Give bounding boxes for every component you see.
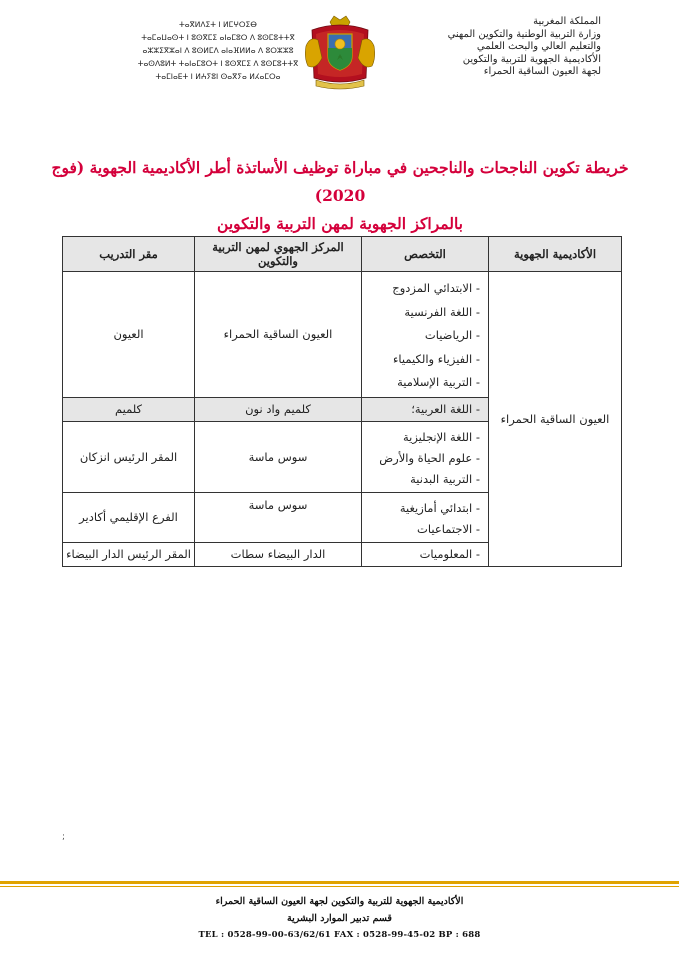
site-cell: العيون bbox=[63, 272, 195, 398]
tifinagh-line: ⵜⴰⵎⵏⴰⴹⵜ ⵏ ⵍⵄⵢⵓⵏ ⵙⴰⴳⵢⴰ ⵍⵃⴰⵎⵔⴰ bbox=[155, 72, 281, 81]
title-line-2: بالمراكز الجهوية لمهن التربية والتكوين bbox=[217, 214, 463, 233]
specialty-cell bbox=[362, 542, 489, 566]
specialty-item: - الرياضيات bbox=[424, 328, 480, 342]
specialty-item: - المعلوميات bbox=[419, 546, 480, 561]
tifinagh-header bbox=[118, 18, 318, 83]
footer-rule-thin bbox=[0, 886, 679, 887]
title-line-1: خريطة تكوين الناجحات والناجحين في مباراة توظيف الأساتذة أطر الأكاديمية الجهوية (فوج 2020) bbox=[51, 158, 629, 205]
specialty-item: - الفيزياء والكيمياء bbox=[392, 351, 480, 366]
arabic-header-line: المملكة المغربية bbox=[533, 16, 601, 27]
specialty-item: - التربية الإسلامية bbox=[397, 375, 480, 389]
specialty-item: - التربية البدنية bbox=[410, 471, 480, 486]
header-academy: الأكاديمية الجهوية bbox=[489, 237, 622, 272]
site-cell: كلميم bbox=[63, 397, 195, 421]
center-cell: كلميم واد نون bbox=[195, 397, 362, 421]
site-cell: الفرع الإقليمي أكادير bbox=[63, 492, 195, 542]
specialty-item: - الاجتماعيات bbox=[417, 521, 480, 536]
footer-academy: الأكاديمية الجهوية للتربية والتكوين لجهة العيون الساقية الحمراء bbox=[215, 896, 464, 907]
table-header-row bbox=[63, 237, 622, 272]
specialty-item: - اللغة العربية؛ bbox=[411, 401, 480, 416]
header-center: المركز الجهوي لمهن التربية والتكوين bbox=[195, 237, 362, 272]
center-cell: سوس ماسة bbox=[195, 492, 362, 542]
table-row bbox=[63, 272, 622, 398]
specialty-item: - اللغة الإنجليزية bbox=[402, 429, 480, 444]
site-cell: المقر الرئيس الدار البيضاء bbox=[63, 542, 195, 566]
arabic-header bbox=[371, 16, 601, 79]
header-specialty: التخصص bbox=[362, 237, 489, 272]
specialty-item: - اللغة الفرنسية bbox=[404, 304, 480, 319]
footer-rule bbox=[0, 881, 679, 884]
center-cell: الدار البيضاء سطات bbox=[195, 542, 362, 566]
tifinagh-line: ⵜⴰⴳⵍⴷⵉⵜ ⵏ ⵍⵎⵖⵔⵉⴱ bbox=[179, 20, 257, 29]
arabic-header-line: لجهة العيون الساقية الحمراء bbox=[483, 66, 601, 77]
footer-division: قسم تدبير الموارد البشرية bbox=[287, 913, 392, 924]
academy-cell: العيون الساقية الحمراء bbox=[489, 272, 622, 567]
site-cell: المقر الرئيس انزكان bbox=[63, 421, 195, 492]
tifinagh-line: ⴰⵣⵣⵉⴳⵣⴰⵏ ⴷ ⵓⵙⵍⵎⴷ ⴰⵏⴰⴼⵍⵍⴰ ⴷ ⵓⵔⵣⵣⵓ bbox=[142, 46, 294, 55]
specialty-item: - علوم الحياة والأرض bbox=[379, 450, 480, 465]
header-site: مقر التدريب bbox=[63, 237, 195, 272]
arabic-header-line: وزارة التربية الوطنية والتكوين المهني bbox=[447, 28, 601, 40]
specialty-cell bbox=[362, 397, 489, 421]
arabic-header-line: الأكاديمية الجهوية للتربية والتكوين bbox=[462, 53, 601, 65]
center-cell: سوس ماسة bbox=[195, 421, 362, 492]
specialty-item: - الابتدائي المزدوج bbox=[392, 281, 480, 295]
coat-of-arms-icon bbox=[300, 14, 380, 92]
specialty-cell bbox=[362, 492, 489, 542]
arabic-header-line: والتعليم العالي والبحث العلمي bbox=[476, 41, 601, 52]
footer-contact: TEL : 0528-99-00-63/62/61 FAX : 0528-99-45-02 BP : 688 bbox=[198, 930, 481, 940]
tifinagh-line: ⵜⴰⵙⴷⵓⵍⵜ ⵜⴰⵏⴰⵎⵓⵔⵜ ⵏ ⵓⵙⴳⵎⵉ ⴷ ⵓⵙⵎⵓⵜⵜⴳ bbox=[137, 59, 299, 68]
page-mark: ; bbox=[62, 832, 66, 842]
footer bbox=[0, 893, 679, 944]
center-cell: العيون الساقية الحمراء bbox=[195, 272, 362, 398]
document-title bbox=[40, 154, 640, 238]
specialty-cell bbox=[362, 272, 489, 398]
training-map-table bbox=[62, 236, 622, 567]
specialty-item: - ابتدائي أمازيغية bbox=[399, 500, 480, 515]
specialty-cell bbox=[362, 421, 489, 492]
tifinagh-line: ⵜⴰⵎⴰⵡⴰⵙⵜ ⵏ ⵓⵙⴳⵎⵉ ⴰⵏⴰⵎⵓⵔ ⴷ ⵓⵙⵎⵓⵜⵜⴳ bbox=[141, 33, 295, 42]
